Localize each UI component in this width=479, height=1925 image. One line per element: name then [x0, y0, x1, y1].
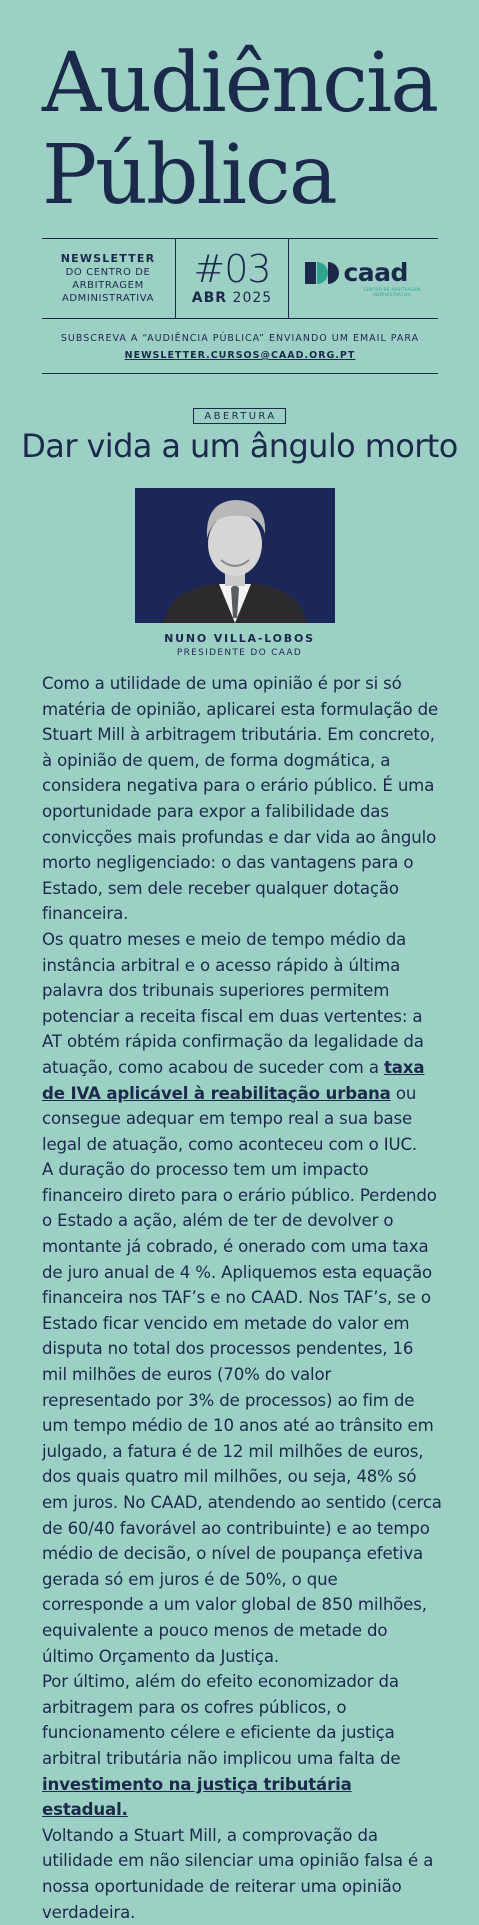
masthead-publisher [42, 238, 174, 318]
subscribe-bottom-rule [42, 373, 438, 374]
article-paragraph [42, 927, 442, 1157]
article-paragraph: Como a utilidade de uma opinião é por si só matéria de opinião, aplicarei esta formulação de Stuart Mill à arbitragem tributária. Em concreto, à opinião de quem, de forma dogmática, a considera negativa para o erário público. É uma oportunidade para expor a falibilidade das convicções mais profundas e dar vida ao ângulo morto negligenciado: o das vantagens para o Estado, sem dele receber qualquer dotação financeira. [42, 674, 439, 924]
caad-logo[interactable] [305, 259, 420, 297]
title-line-2: Pública [42, 128, 336, 223]
publisher-name: DO CENTRO DE ARBITRAGEM ADMINISTRATIVA [61, 266, 155, 304]
logo-tagline: CENTRO DE ARBITRAGEM ADMINISTRATIVA [363, 287, 421, 297]
masthead-issue [175, 238, 289, 318]
newsletter-label: NEWSLETTER [60, 251, 156, 265]
newsletter-title [42, 38, 462, 222]
masthead-logo[interactable] [288, 238, 438, 318]
subscribe-email-link[interactable]: NEWSLETTER.CURSOS@CAAD.ORG.PT [124, 350, 356, 361]
paragraph-text: Os quatro meses e meio de tempo médio da instância arbitral e o acesso rápido à última palavra dos tribunais superiores permitem potenciar a receita fiscal em duas vertentes: a AT obtém rápida confirmação da legalidade da atuação, como acabou de suceder com a [42, 929, 424, 1077]
title-line-1: Audiência [42, 36, 438, 131]
caad-logo-icon [305, 261, 339, 285]
article-body [42, 671, 442, 1925]
subscribe-text: SUBSCREVA A “AUDIÊNCIA PÚBLICA” ENVIANDO UM EMAIL PARA [60, 333, 420, 344]
author-photo [135, 488, 335, 623]
masthead-bottom-rule [42, 318, 438, 319]
article-paragraph [42, 1669, 442, 1823]
issue-date [192, 289, 272, 307]
section-tag [0, 404, 479, 424]
masthead [42, 238, 438, 318]
author-portrait-image [135, 488, 335, 623]
photo-caption [0, 631, 479, 659]
author-name: NUNO VILLA-LOBOS [164, 632, 315, 645]
paragraph-text: Por último, além do efeito economizador da arbitragem para os cofres públicos, o funcionamento célere e eficiente da justiça arbitral tributária não implicou uma falta de [42, 1672, 401, 1768]
article-headline: Dar vida a um ângulo morto [21, 427, 458, 465]
article-paragraph: Voltando a Stuart Mill, a comprovação da utilidade em não silenciar uma opinião falsa é a nossa oportunidade de reiterar uma opinião verdadeira. [42, 1825, 434, 1922]
iva-urban-rehab-link[interactable]: taxa de IVA aplicável à reabilitação urbana [42, 1057, 425, 1103]
subscribe-notice [42, 330, 438, 364]
tax-justice-investment-link[interactable]: investimento na justiça tributária estadual. [42, 1774, 352, 1820]
issue-year: 2025 [232, 290, 273, 306]
article-paragraph: A duração do processo tem um impacto financeiro direto para o erário público. Perdendo o Estado a ação, além de ter de devolver o montante já cobrado, é onerado com uma taxa de juro anual de 4 %. Apliquemos esta equação financeira nos TAF’s e no CAAD. Nos TAF’s, se o Estado ficar vencido em metade do valor em disputa no total dos processos pendentes, 16 mil milhões de euros (70% do valor representado por 3% de processos) ao fim de um tempo médio de 10 anos até ao trânsito em julgado, a fatura é de 12 mil milhões de euros, dos quais quatro mil milhões, ou seja, 48% só em juros. No CAAD, atendendo ao sentido (cerca de 60/40 favorável ao contribuinte) e ao tempo médio de decisão, o nível de poupança efetiva gerada só em juros é de 50%, o que corresponde a um valor global de 850 milhões, equivalente a pouco menos de metade do último Orçamento da Justiça. [42, 1160, 442, 1666]
section-label: ABERTURA [193, 408, 285, 424]
issue-month: ABR [191, 290, 228, 306]
issue-number: #03 [193, 247, 271, 291]
author-role: PRESIDENTE DO CAAD [176, 648, 303, 658]
paragraph-text: ou consegue adequar em tempo real a sua base legal de atuação, como aconteceu com o IUC. [42, 1083, 418, 1154]
logo-wordmark: caad [343, 258, 408, 287]
